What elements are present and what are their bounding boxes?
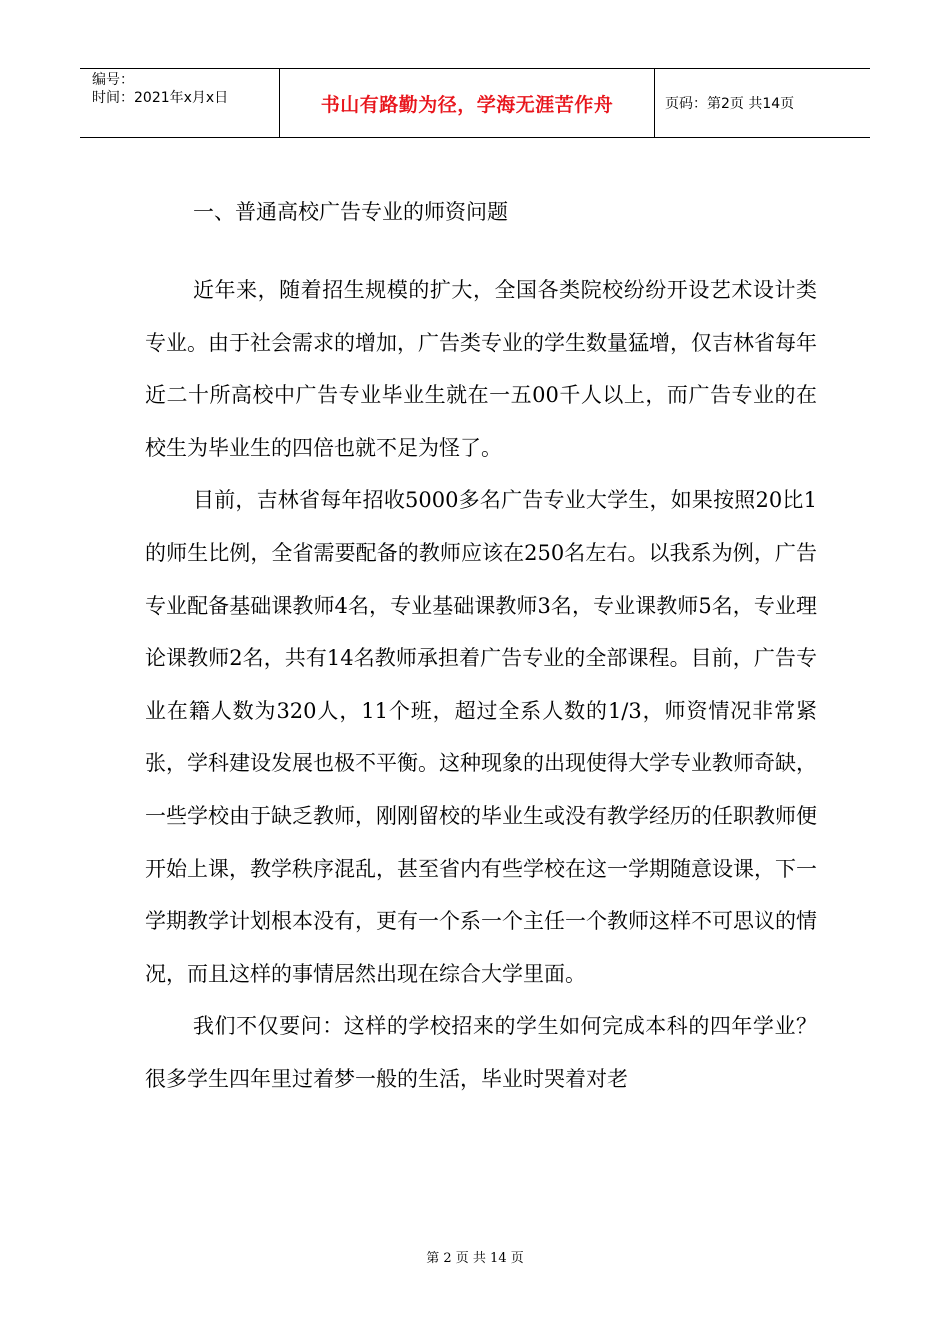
header-page-info: 页码：第2页 共14页 bbox=[665, 96, 795, 112]
paragraph: 目前，吉林省每年招收5000多名广告专业大学生，如果按照20比1的师生比例，全省需要配备的教师应该在250名左右。以我系为例，广告专业配备基础课教师4名，专业基础课教师3名，专业课教师5名，专业理论课教师2名，共有14名教师承担着广告专业的全部课程。目前，广告专业在籍人数为320人，11个班，超过全系人数的1/3，师资情况非常紧张，学科建设发展也极不平衡。这种现象的出现使得大学专业教师奇缺，一些学校由于缺乏教师，刚刚留校的毕业生或没有教学经历的任职教师便开始上课，教学秩序混乱，甚至省内有些学校在这一学期随意设课，下一学期教学计划根本没有，更有一个系一个主任一个教师这样不可思议的情况，而且这样的事情居然出现在综合大学里面。 bbox=[145, 488, 817, 986]
page-header bbox=[80, 68, 870, 138]
section-heading: 一、普通高校广告专业的师资问题 bbox=[193, 200, 508, 224]
paragraph: 近年来，随着招生规模的扩大，全国各类院校纷纷开设艺术设计类专业。由于社会需求的增加，广告类专业的学生数量猛增，仅吉林省每年近二十所高校中广告专业毕业生就在一五00千人以上，而广告专业的在校生为毕业生的四倍也就不足为怪了。 bbox=[145, 278, 817, 460]
body-text bbox=[145, 264, 817, 1106]
paragraph: 我们不仅要问：这样的学校招来的学生如何完成本科的四年学业？很多学生四年里过着梦一般的生活，毕业时哭着对老 bbox=[145, 1014, 817, 1091]
header-motto: 书山有路勤为径，学海无涯苦作舟 bbox=[280, 69, 655, 137]
header-meta-cell bbox=[80, 69, 280, 137]
page-footer: 第 2 页 共 14 页 bbox=[426, 1251, 524, 1266]
doc-number-label: 编号： bbox=[92, 72, 134, 88]
date-label: 时间：2021年x月x日 bbox=[92, 90, 229, 106]
